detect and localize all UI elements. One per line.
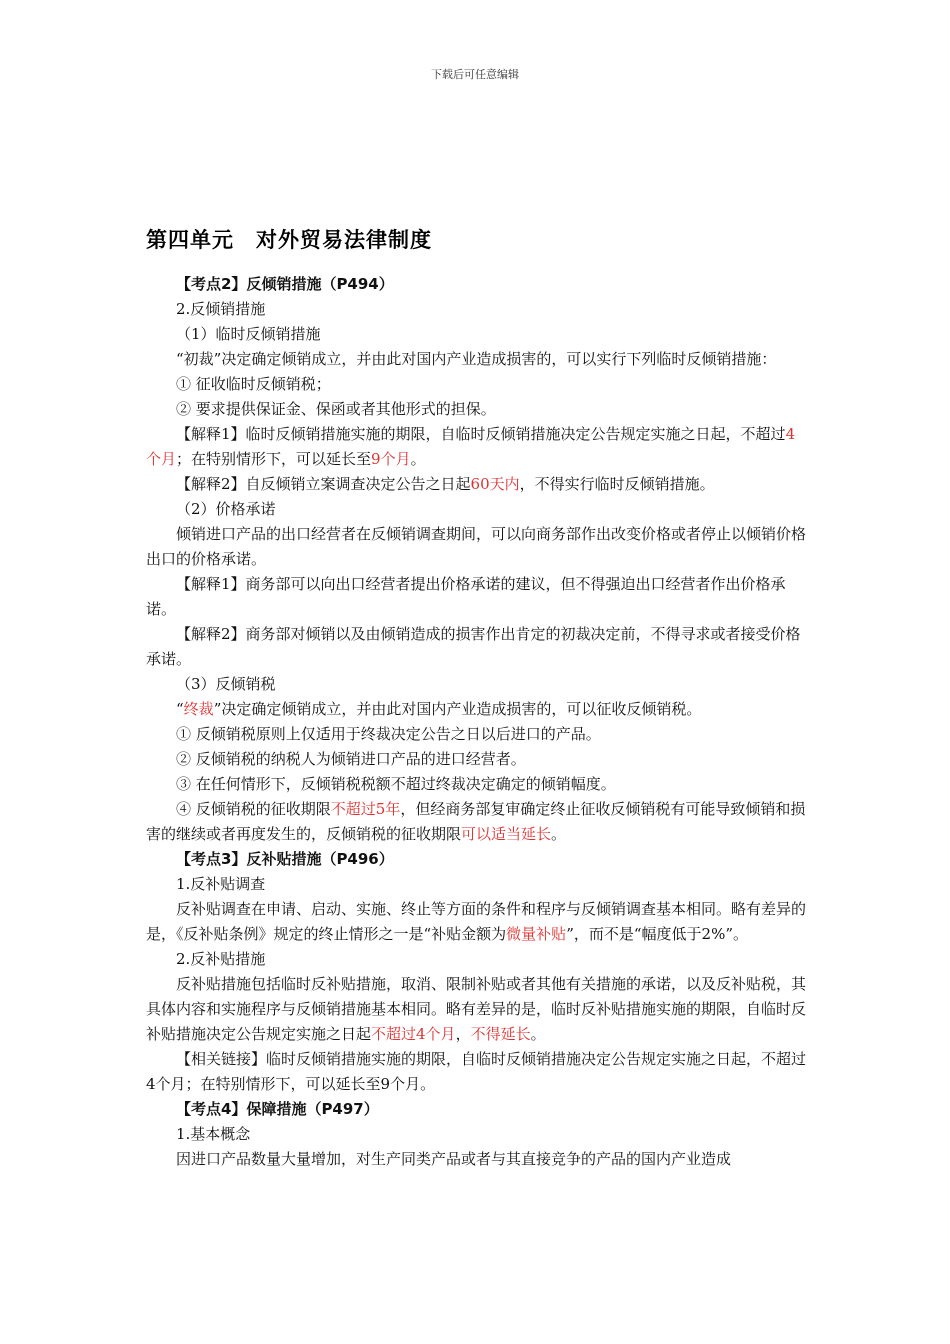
paragraph [146, 1047, 810, 1097]
text-segment: （1）临时反倾销措施 [176, 325, 321, 343]
text-segment: ② 反倾销税的纳税人为倾销进口产品的进口经营者。 [176, 750, 526, 768]
section-heading [146, 1097, 810, 1122]
section-heading [146, 847, 810, 872]
paragraph [146, 772, 810, 797]
text-segment: ，但经商务部复审确定终止征收反倾销税有可能导致倾销和损害的继续或者再度发生的，反倾销税的征收期限 [146, 800, 806, 843]
text-segment: ”，而不是“幅度低于2%”。 [566, 925, 748, 943]
text-segment: 【解释2】商务部对倾销以及由倾销造成的损害作出肯定的初裁决定前，不得寻求或者接受价格承诺。 [146, 625, 801, 668]
text-segment: ；在特别情形下，可以延长至 [176, 450, 372, 468]
page-header: 下载后可任意编辑 [431, 68, 519, 81]
document-body [146, 272, 810, 1172]
paragraph [146, 697, 810, 722]
text-segment: ① 征收临时反倾销税； [176, 375, 331, 393]
highlighted-text: 不得延长 [470, 1025, 531, 1043]
unit-title: 第四单元 对外贸易法律制度 [146, 228, 432, 252]
highlighted-text: 4个月 [146, 425, 796, 468]
text-segment: ① 反倾销税原则上仅适用于终裁决定公告之日以后进口的产品。 [176, 725, 601, 743]
paragraph [146, 497, 810, 522]
text-segment: 反补贴措施包括临时反补贴措施，取消、限制补贴或者其他有关措施的承诺，以及反补贴税，其具体内容和实施程序与反倾销措施基本相同。略有差异的是，临时反补贴措施实施的期限，自临时反补贴措施决定公告规定实施之日起 [146, 975, 807, 1043]
paragraph [146, 322, 810, 347]
paragraph [146, 572, 810, 622]
text-segment: ③ 在任何情形下，反倾销税税额不超过终裁决定确定的倾销幅度。 [176, 775, 616, 793]
text-segment: 。 [551, 825, 567, 843]
text-segment: “ [176, 700, 184, 718]
paragraph [146, 372, 810, 397]
highlighted-text: 不超过4个月 [371, 1025, 456, 1043]
paragraph [146, 397, 810, 422]
paragraph [146, 872, 810, 897]
text-segment: 【解释2】自反倾销立案调查决定公告之日起 [176, 475, 471, 493]
text-segment: 【考点2】反倾销措施（P494） [176, 275, 394, 293]
text-segment: 【解释1】商务部可以向出口经营者提出价格承诺的建议，但不得强迫出口经营者作出价格承诺。 [146, 575, 786, 618]
text-segment: ，不得实行临时反倾销措施。 [519, 475, 715, 493]
paragraph [146, 297, 810, 322]
paragraph [146, 747, 810, 772]
paragraph [146, 972, 810, 1047]
text-segment: 【考点4】保障措施（P497） [176, 1100, 379, 1118]
highlighted-text: 9个月 [371, 450, 411, 468]
highlighted-text: 不超过5年 [330, 800, 401, 818]
text-segment: ”决定确定倾销成立，并由此对国内产业造成损害的，可以征收反倾销税。 [213, 700, 702, 718]
paragraph [146, 897, 810, 947]
paragraph [146, 722, 810, 747]
text-segment: 2.反倾销措施 [176, 300, 266, 318]
highlighted-text: 终裁 [183, 700, 214, 718]
paragraph [146, 1122, 810, 1147]
text-segment: 【考点3】反补贴措施（P496） [176, 850, 394, 868]
text-segment: （3）反倾销税 [176, 675, 276, 693]
paragraph [146, 422, 810, 472]
paragraph [146, 472, 810, 497]
text-segment: 反补贴调查在申请、启动、实施、终止等方面的条件和程序与反倾销调查基本相同。略有差异的是，《反补贴条例》规定的终止情形之一是“补贴金额为 [146, 900, 807, 943]
text-segment: 1.反补贴调查 [176, 875, 266, 893]
paragraph [146, 347, 810, 372]
paragraph [146, 522, 810, 572]
paragraph [146, 622, 810, 672]
text-segment: ④ 反倾销税的征收期限 [176, 800, 331, 818]
text-segment: ② 要求提供保证金、保函或者其他形式的担保。 [176, 400, 496, 418]
paragraph [146, 797, 810, 847]
text-segment: （2）价格承诺 [176, 500, 276, 518]
highlighted-text: 可以适当延长 [461, 825, 552, 843]
text-segment: 【解释1】临时反倾销措施实施的期限，自临时反倾销措施决定公告规定实施之日起，不超过 [176, 425, 786, 443]
text-segment: 。 [410, 450, 426, 468]
text-segment: 【相关链接】临时反倾销措施实施的期限，自临时反倾销措施决定公告规定实施之日起，不超过4个月；在特别情形下，可以延长至9个月。 [146, 1050, 807, 1093]
text-segment: “初裁”决定确定倾销成立，并由此对国内产业造成损害的，可以实行下列临时反倾销措施： [176, 350, 777, 368]
text-segment: 2.反补贴措施 [176, 950, 266, 968]
text-segment: 因进口产品数量大量增加，对生产同类产品或者与其直接竞争的产品的国内产业造成 [176, 1150, 732, 1168]
text-segment: 1.基本概念 [176, 1125, 251, 1143]
paragraph [146, 672, 810, 697]
highlighted-text: 60天内 [470, 475, 520, 493]
text-segment: 。 [530, 1025, 546, 1043]
text-segment: ， [455, 1025, 471, 1043]
highlighted-text: 微量补贴 [506, 925, 567, 943]
text-segment: 倾销进口产品的出口经营者在反倾销调查期间，可以向商务部作出改变价格或者停止以倾销价格出口的价格承诺。 [146, 525, 807, 568]
section-heading [146, 272, 810, 297]
paragraph [146, 947, 810, 972]
paragraph [146, 1147, 810, 1172]
